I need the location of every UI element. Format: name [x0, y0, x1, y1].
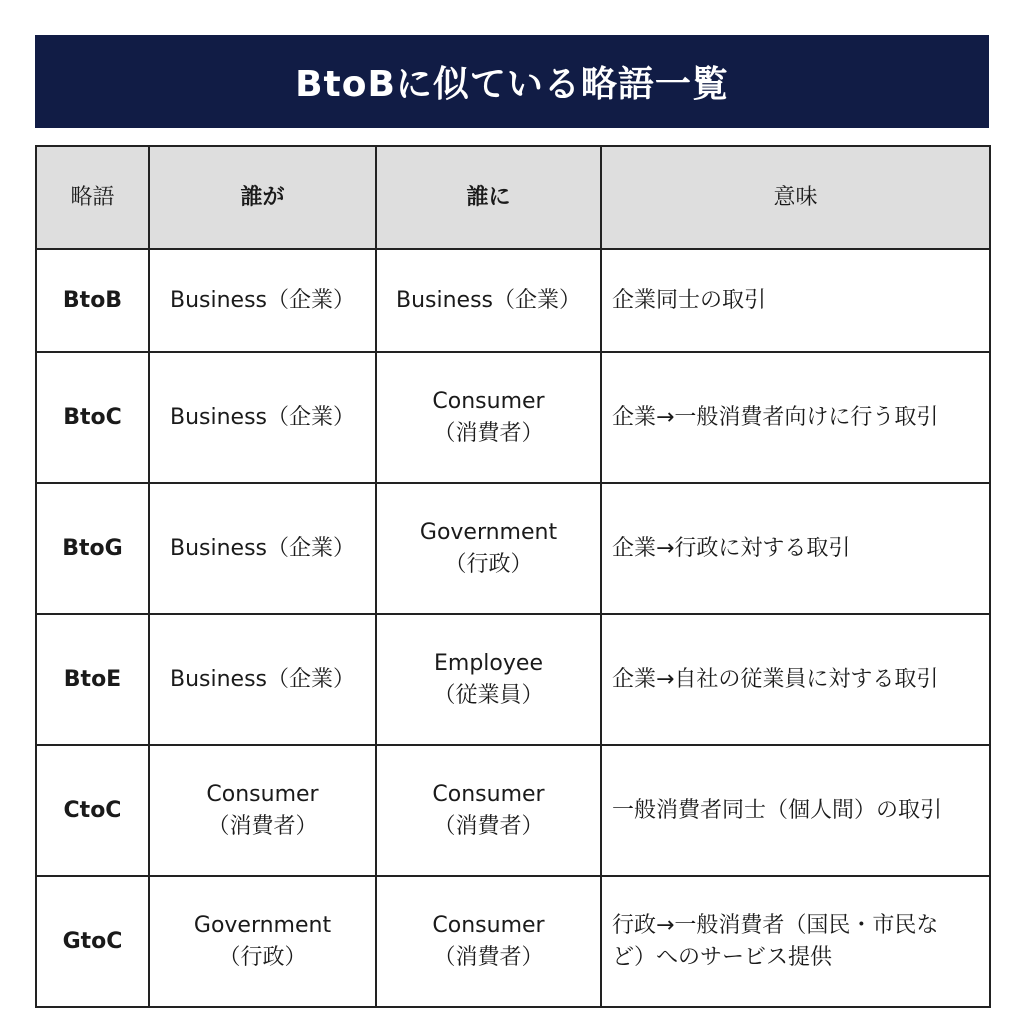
cell-text: Consumer	[432, 912, 545, 938]
page-title: BtoBに似ている略語一覧	[295, 64, 729, 105]
cell-abbr: GtoC	[36, 876, 149, 1007]
table-row	[36, 352, 990, 483]
cell-text: Consumer	[432, 388, 545, 414]
header-to: 誰に	[376, 146, 601, 249]
cell-meaning	[601, 876, 990, 1007]
table-row	[36, 614, 990, 745]
cell-text: Business（企業）	[395, 287, 581, 313]
cell-meaning	[601, 745, 990, 876]
cell-meaning	[601, 249, 990, 352]
cell-text: Business（企業）	[169, 287, 355, 313]
cell-text: 一般消費者同士（個人間）の取引	[612, 797, 943, 823]
header-meaning: 意味	[601, 146, 990, 249]
cell-meaning	[601, 352, 990, 483]
table-header-row	[36, 146, 990, 249]
cell-text: Business（企業）	[169, 404, 355, 430]
cell-abbr: BtoG	[36, 483, 149, 614]
header-abbr: 略語	[36, 146, 149, 249]
cell-from	[149, 876, 376, 1007]
cell-abbr: BtoB	[36, 249, 149, 352]
cell-text: 企業→一般消費者向けに行う取引	[612, 404, 939, 430]
cell-to	[376, 614, 601, 745]
cell-to	[376, 352, 601, 483]
table-row	[36, 249, 990, 352]
cell-text: Business（企業）	[169, 666, 355, 692]
cell-text: Government	[193, 912, 332, 938]
cell-to	[376, 483, 601, 614]
cell-from	[149, 483, 376, 614]
cell-text: （行政）	[444, 551, 533, 577]
cell-text: （消費者）	[433, 944, 544, 970]
cell-text: Employee	[434, 650, 543, 676]
cell-to	[376, 876, 601, 1007]
cell-to	[376, 745, 601, 876]
cell-abbr: BtoC	[36, 352, 149, 483]
cell-text: 企業同士の取引	[612, 287, 767, 313]
cell-to	[376, 249, 601, 352]
cell-text: （行政）	[218, 944, 307, 970]
title-banner	[35, 35, 989, 128]
cell-text: （消費者）	[207, 813, 318, 839]
cell-text: 企業→自社の従業員に対する取引	[612, 666, 939, 692]
cell-meaning	[601, 614, 990, 745]
cell-text: 企業→行政に対する取引	[612, 535, 851, 561]
cell-abbr: CtoC	[36, 745, 149, 876]
cell-from	[149, 614, 376, 745]
header-from: 誰が	[149, 146, 376, 249]
cell-text: ど）へのサービス提供	[612, 944, 833, 970]
cell-text: （消費者）	[433, 420, 544, 446]
abbreviation-table	[35, 145, 991, 1008]
table-row	[36, 876, 990, 1007]
cell-from	[149, 249, 376, 352]
cell-from	[149, 745, 376, 876]
cell-text: Government	[419, 519, 558, 545]
cell-text: 行政→一般消費者（国民・市民な	[612, 912, 939, 938]
table-row	[36, 745, 990, 876]
table-row	[36, 483, 990, 614]
cell-text: Consumer	[206, 781, 319, 807]
cell-text: （消費者）	[433, 813, 544, 839]
cell-abbr: BtoE	[36, 614, 149, 745]
cell-meaning	[601, 483, 990, 614]
cell-from	[149, 352, 376, 483]
cell-text: Consumer	[432, 781, 545, 807]
cell-text: （従業員）	[433, 682, 544, 708]
cell-text: Business（企業）	[169, 535, 355, 561]
